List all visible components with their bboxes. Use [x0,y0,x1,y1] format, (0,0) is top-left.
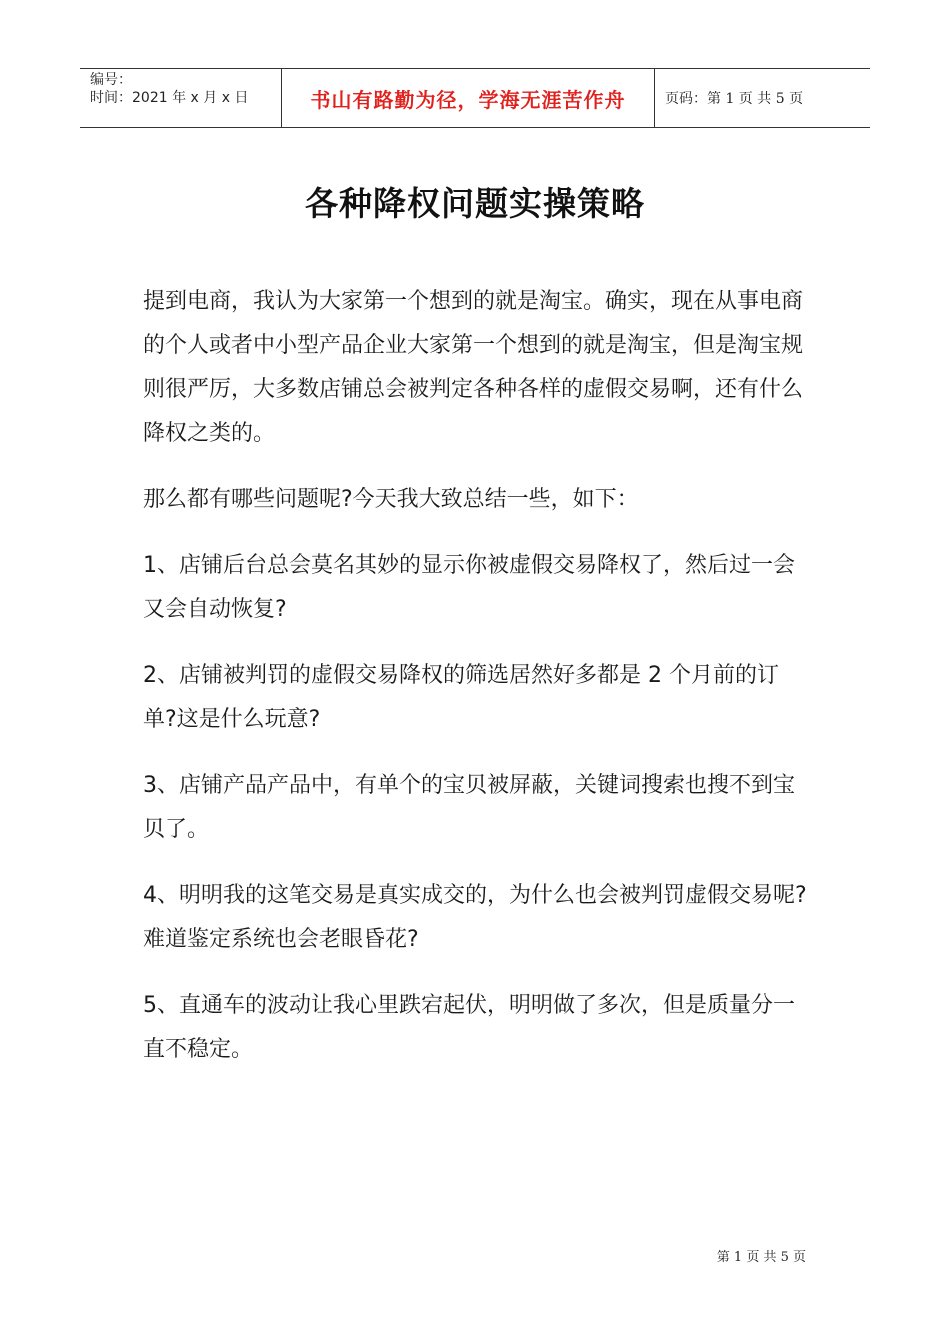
paragraph-item-1: 1、店铺后台总会莫名其妙的显示你被虚假交易降权了，然后过一会又会自动恢复? [143,553,795,622]
document-title: 各种降权问题实操策略 [305,184,645,223]
paragraph-item-4: 4、明明我的这笔交易是真实成交的，为什么也会被判罚虚假交易呢?难道鉴定系统也会老眼昏花? [143,883,807,952]
paragraph-item-3: 3、店铺产品产品中，有单个的宝贝被屏蔽，关键词搜索也搜不到宝贝了。 [143,773,795,842]
header-page-info: 页码：第 1 页 共 5 页 [665,91,804,107]
header-meta [80,69,281,127]
page-footer: 第 1 页 共 5 页 [716,1250,806,1265]
document-number-label: 编号： [90,72,132,88]
header-motto: 书山有路勤为径，学海无涯苦作舟 [281,69,655,127]
document-header [80,68,870,128]
document-body [143,280,811,1094]
paragraph-item-2: 2、店铺被判罚的虚假交易降权的筛选居然好多都是 2 个月前的订单?这是什么玩意? [143,663,779,732]
paragraph-question-lead: 那么都有哪些问题呢?今天我大致总结一些，如下： [143,487,639,512]
paragraph-item-5: 5、直通车的波动让我心里跌宕起伏，明明做了多次，但是质量分一直不稳定。 [143,993,795,1062]
document-time-label: 时间：2021 年 x 月 x 日 [90,90,249,106]
paragraph-intro: 提到电商，我认为大家第一个想到的就是淘宝。确实，现在从事电商的个人或者中小型产品企业大家第一个想到的就是淘宝，但是淘宝规则很严厉，大多数店铺总会被判定各种各样的虚假交易啊，还有什么降权之类的。 [143,289,804,446]
